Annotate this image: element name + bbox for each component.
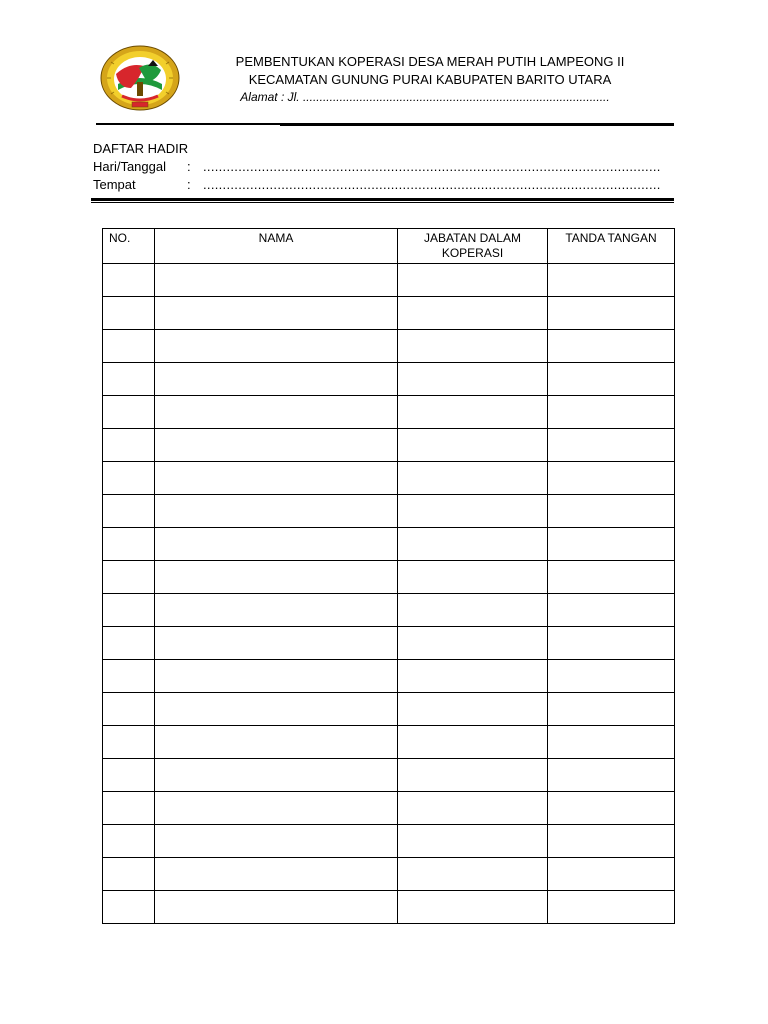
col-header-jabatan-line2: KOPERASI (441, 246, 504, 260)
cell-no (103, 396, 155, 429)
table-row (103, 363, 675, 396)
field-tempat (93, 176, 671, 194)
cell-jabatan (398, 429, 548, 462)
letterhead-line-2: KECAMATAN GUNUNG PURAI KABUPATEN BARITO UTARA (248, 72, 612, 87)
cell-nama (155, 495, 398, 528)
cell-jabatan (398, 264, 548, 297)
cell-tanda-tangan (548, 297, 675, 330)
letterhead-line-1: PEMBENTUKAN KOPERASI DESA MERAH PUTIH LAMPEONG II (235, 54, 625, 69)
cell-nama (155, 528, 398, 561)
cell-jabatan (398, 528, 548, 561)
cell-tanda-tangan (548, 429, 675, 462)
table-row (103, 792, 675, 825)
cell-tanda-tangan (548, 528, 675, 561)
cell-tanda-tangan (548, 891, 675, 924)
cell-nama (155, 858, 398, 891)
form-title: DAFTAR HADIR (93, 141, 189, 156)
form-divider-thin (91, 202, 674, 203)
cell-nama (155, 264, 398, 297)
cell-no (103, 297, 155, 330)
cell-no (103, 561, 155, 594)
cell-no (103, 792, 155, 825)
cell-nama (155, 891, 398, 924)
cell-tanda-tangan (548, 264, 675, 297)
cell-tanda-tangan (548, 759, 675, 792)
cell-no (103, 528, 155, 561)
cell-jabatan (398, 726, 548, 759)
col-header-jabatan (398, 229, 548, 264)
cell-no (103, 759, 155, 792)
cell-no (103, 627, 155, 660)
table-row (103, 528, 675, 561)
cell-no (103, 825, 155, 858)
cell-tanda-tangan (548, 858, 675, 891)
cell-no (103, 891, 155, 924)
table-header-row (103, 229, 675, 264)
cell-tanda-tangan (548, 594, 675, 627)
cell-jabatan (398, 495, 548, 528)
table-row (103, 462, 675, 495)
cell-no (103, 693, 155, 726)
cell-jabatan (398, 792, 548, 825)
cell-jabatan (398, 627, 548, 660)
cell-jabatan (398, 594, 548, 627)
cell-tanda-tangan (548, 462, 675, 495)
cell-tanda-tangan (548, 495, 675, 528)
cell-tanda-tangan (548, 627, 675, 660)
cell-jabatan (398, 660, 548, 693)
cell-jabatan (398, 825, 548, 858)
letterhead-address: Alamat : Jl. ............................................................................................ (240, 90, 610, 104)
cell-nama (155, 792, 398, 825)
col-header-nama: NAMA (155, 229, 398, 264)
cell-nama (155, 297, 398, 330)
cell-no (103, 330, 155, 363)
cell-no (103, 594, 155, 627)
cell-nama (155, 462, 398, 495)
field-blank-line: ..................................................................................................................... (203, 177, 661, 192)
cell-tanda-tangan (548, 693, 675, 726)
table-row (103, 297, 675, 330)
cell-nama (155, 825, 398, 858)
cell-nama (155, 693, 398, 726)
cell-no (103, 726, 155, 759)
regency-emblem-icon (99, 44, 181, 112)
cell-tanda-tangan (548, 726, 675, 759)
cell-nama (155, 396, 398, 429)
table-row (103, 264, 675, 297)
cell-tanda-tangan (548, 825, 675, 858)
cell-jabatan (398, 891, 548, 924)
col-header-no: NO. (103, 229, 155, 264)
table-row (103, 594, 675, 627)
table-row (103, 825, 675, 858)
cell-jabatan (398, 396, 548, 429)
cell-nama (155, 660, 398, 693)
cell-tanda-tangan (548, 660, 675, 693)
cell-nama (155, 429, 398, 462)
cell-tanda-tangan (548, 330, 675, 363)
field-colon: : (187, 177, 191, 192)
field-label: Hari/Tanggal (93, 159, 166, 174)
header-divider-thin (280, 125, 674, 126)
cell-nama (155, 363, 398, 396)
field-blank-line: ..................................................................................................................... (203, 159, 661, 174)
field-hari-tanggal (93, 158, 671, 176)
cell-nama (155, 627, 398, 660)
cell-jabatan (398, 462, 548, 495)
field-colon: : (187, 159, 191, 174)
cell-no (103, 858, 155, 891)
cell-jabatan (398, 363, 548, 396)
attendance-table (102, 228, 675, 924)
cell-jabatan (398, 330, 548, 363)
cell-no (103, 429, 155, 462)
cell-jabatan (398, 693, 548, 726)
cell-no (103, 264, 155, 297)
col-header-tanda-tangan: TANDA TANGAN (548, 229, 675, 264)
cell-jabatan (398, 561, 548, 594)
table-row (103, 561, 675, 594)
cell-jabatan (398, 858, 548, 891)
cell-tanda-tangan (548, 396, 675, 429)
form-divider (91, 198, 674, 201)
cell-nama (155, 561, 398, 594)
field-label: Tempat (93, 177, 136, 192)
cell-tanda-tangan (548, 792, 675, 825)
table-row (103, 759, 675, 792)
cell-jabatan (398, 297, 548, 330)
letterhead (200, 53, 660, 106)
table-row (103, 330, 675, 363)
cell-no (103, 363, 155, 396)
table-row (103, 891, 675, 924)
table-row (103, 396, 675, 429)
cell-nama (155, 330, 398, 363)
table-row (103, 429, 675, 462)
table-row (103, 660, 675, 693)
cell-no (103, 495, 155, 528)
cell-nama (155, 726, 398, 759)
cell-nama (155, 594, 398, 627)
cell-tanda-tangan (548, 561, 675, 594)
cell-tanda-tangan (548, 363, 675, 396)
table-row (103, 858, 675, 891)
cell-no (103, 660, 155, 693)
attendance-table-body (103, 264, 675, 924)
col-header-jabatan-line1: JABATAN DALAM (424, 231, 521, 245)
cell-nama (155, 759, 398, 792)
table-row (103, 693, 675, 726)
table-row (103, 495, 675, 528)
table-row (103, 627, 675, 660)
cell-no (103, 462, 155, 495)
table-row (103, 726, 675, 759)
cell-jabatan (398, 759, 548, 792)
